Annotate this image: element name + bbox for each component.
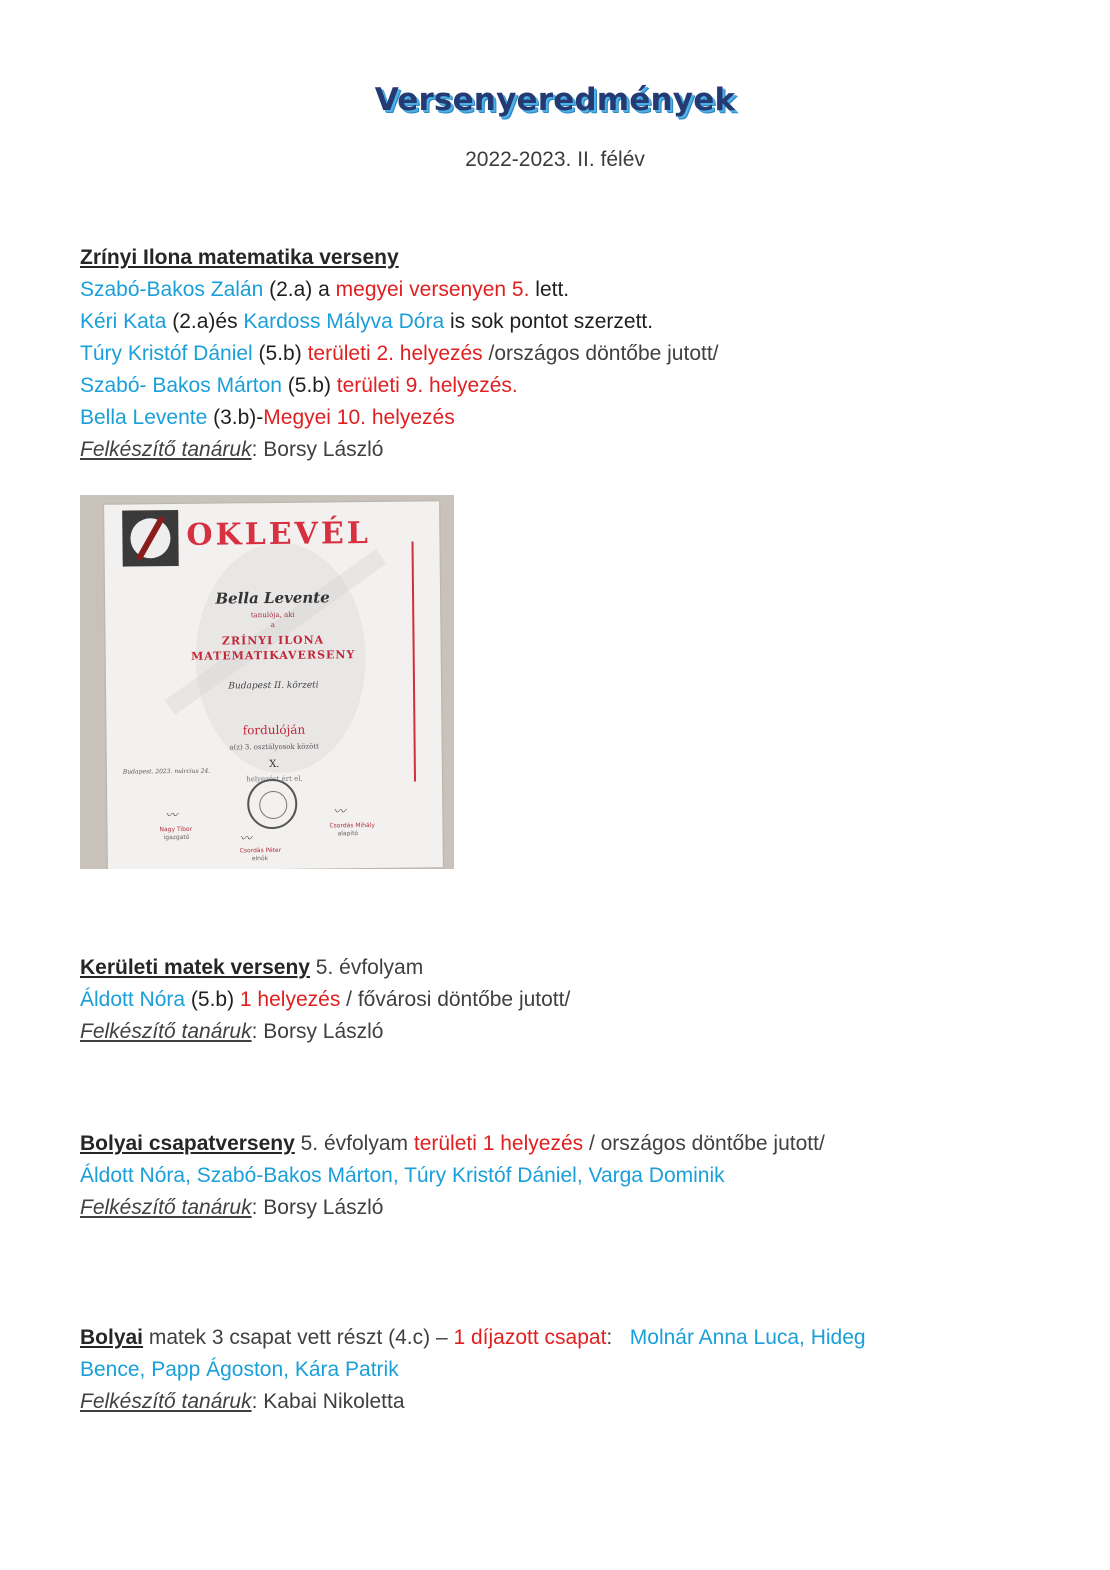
teacher-name: Borsy László bbox=[263, 1020, 384, 1043]
teacher-name: Kabai Nikoletta bbox=[263, 1390, 405, 1413]
result-text: területi 9. helyezés. bbox=[336, 374, 518, 397]
teacher-separator: : bbox=[251, 1020, 264, 1043]
result-text: 1 díjazott csapat bbox=[453, 1326, 607, 1349]
rest-text: / fővárosi döntőbe jutott/ bbox=[340, 988, 571, 1011]
certificate-small-1: tanulója, aki bbox=[250, 610, 295, 620]
teacher-label: Felkészítő tanáruk bbox=[80, 1390, 252, 1413]
zrinyi-line-4 bbox=[80, 370, 1040, 402]
result-text: területi 2. helyezés bbox=[307, 342, 483, 365]
signature-1-role: igazgató bbox=[163, 833, 190, 842]
student-name: Kardoss Mályva Dóra bbox=[243, 310, 445, 333]
bolyai-team-heading: Bolyai csapatverseny bbox=[80, 1132, 295, 1155]
teacher-line bbox=[80, 1016, 1040, 1048]
teacher-separator: : bbox=[251, 1390, 264, 1413]
signature-3-role: alapító bbox=[337, 830, 359, 838]
student-name: Áldott Nóra bbox=[80, 988, 186, 1011]
class-label: (2.a)és bbox=[166, 310, 244, 333]
description-text: matek 3 csapat vett részt (4.c) – bbox=[143, 1326, 454, 1349]
zrinyi-line-2 bbox=[80, 306, 1040, 338]
bolyai-matek-section bbox=[80, 1322, 1040, 1418]
certificate-round: fordulóján bbox=[242, 722, 306, 738]
class-label: (5.b) bbox=[185, 988, 240, 1011]
result-text: Megyei 10. helyezés bbox=[263, 406, 455, 429]
certificate-competition-line-1: ZRÍNYI ILONA bbox=[221, 633, 325, 648]
zrinyi-line-1 bbox=[80, 274, 1040, 306]
rest-text: is sok pontot szerzett. bbox=[444, 310, 654, 333]
school-seal-icon bbox=[247, 779, 298, 830]
team-members-2: Bence, Papp Ágoston, Kára Patrik bbox=[80, 1358, 399, 1381]
student-name: Szabó-Bakos Zalán bbox=[80, 278, 264, 301]
certificate-heading: OKLEVÉL bbox=[186, 515, 371, 553]
bolyai-team-section bbox=[80, 1128, 1040, 1224]
page-title: Versenyeredmények bbox=[374, 82, 736, 118]
teacher-label: Felkészítő tanáruk bbox=[80, 1196, 252, 1219]
certificate-small-2: a bbox=[270, 620, 275, 630]
zrinyi-line-5 bbox=[80, 402, 1040, 434]
rest-text: / országos döntőbe jutott/ bbox=[583, 1132, 825, 1155]
team-members: Áldott Nóra, Szabó-Bakos Márton, Túry Kristóf Dániel, Varga Dominik bbox=[80, 1164, 725, 1187]
result-text: területi 1 helyezés bbox=[413, 1132, 584, 1155]
certificate-name: Bella Levente bbox=[215, 588, 330, 608]
signature-2-name: Csordás Péter bbox=[239, 846, 282, 855]
grade-text: 5. évfolyam bbox=[294, 1132, 414, 1155]
teacher-label: Felkészítő tanáruk bbox=[80, 1020, 252, 1043]
result-text: 1 helyezés bbox=[239, 988, 341, 1011]
zrinyi-section bbox=[80, 242, 1040, 466]
teacher-separator: : bbox=[251, 438, 264, 461]
certificate-photo bbox=[80, 495, 454, 869]
certificate-place: X. bbox=[269, 758, 280, 771]
teacher-name: Borsy László bbox=[263, 1196, 384, 1219]
certificate-competition-line-2: MATEMATIKAVERSENY bbox=[190, 648, 356, 663]
zrinyi-line-3 bbox=[80, 338, 1040, 370]
competition-logo-icon bbox=[122, 510, 179, 567]
bolyai-matek-heading: Bolyai bbox=[80, 1326, 144, 1349]
certificate-place-suffix: helyezést ért el. bbox=[246, 774, 303, 784]
rest-text: lett. bbox=[529, 278, 570, 301]
teacher-line bbox=[80, 1192, 1040, 1224]
grade-text: 5. évfolyam bbox=[309, 956, 424, 979]
signature-2-role: elnök bbox=[251, 855, 269, 863]
kerueleti-heading: Kerületi matek verseny bbox=[80, 956, 310, 979]
teacher-line bbox=[80, 434, 1040, 466]
class-label: (2.a) a bbox=[263, 278, 336, 301]
signature-3-name: Csordás Mihály bbox=[329, 821, 375, 830]
student-name: Kéri Kata bbox=[80, 310, 167, 333]
zrinyi-heading: Zrínyi Ilona matematika verseny bbox=[80, 246, 399, 269]
teacher-line bbox=[80, 1386, 1040, 1418]
colon-text: : bbox=[606, 1326, 630, 1349]
certificate-paper: OKLEVÉL Bella Levente tanulója, aki a ZRÍNYI ILONA MATEMATIKAVERSENY Budapest II. körzeti fordulóján a(z) 3. osztályosok között X. helyezést ért el. Budapest, 2023. március 24. 〰 Nagy Tibor igazgató 〰 Csordás Mihály alapító 〰 Csordás Péter elnök bbox=[104, 501, 443, 869]
kerueleti-result-line bbox=[80, 984, 1040, 1016]
teacher-separator: : bbox=[251, 1196, 264, 1219]
certificate-competition bbox=[105, 631, 440, 665]
team-members-1: Molnár Anna Luca, Hideg bbox=[629, 1326, 866, 1349]
signature-1-name: Nagy Tibor bbox=[159, 825, 193, 834]
student-name: Túry Kristóf Dániel bbox=[80, 342, 253, 365]
class-label: (3.b)- bbox=[207, 406, 264, 429]
teacher-name: Borsy László bbox=[263, 438, 384, 461]
certificate-date: Budapest, 2023. március 24. bbox=[122, 767, 211, 776]
certificate-district: Budapest II. körzeti bbox=[228, 680, 319, 692]
page-subtitle: 2022-2023. II. félév bbox=[465, 148, 645, 171]
student-name: Bella Levente bbox=[80, 406, 208, 429]
class-label: (5.b) bbox=[252, 342, 308, 365]
student-name: Szabó- Bakos Márton bbox=[80, 374, 282, 397]
certificate-grade: a(z) 3. osztályosok között bbox=[229, 742, 319, 752]
teacher-label: Felkészítő tanáruk bbox=[80, 438, 252, 461]
kerueleti-section bbox=[80, 952, 1040, 1048]
rest-text: /országos döntőbe jutott/ bbox=[482, 342, 719, 365]
result-text: megyei versenyen 5. bbox=[335, 278, 530, 301]
class-label: (5.b) bbox=[281, 374, 337, 397]
